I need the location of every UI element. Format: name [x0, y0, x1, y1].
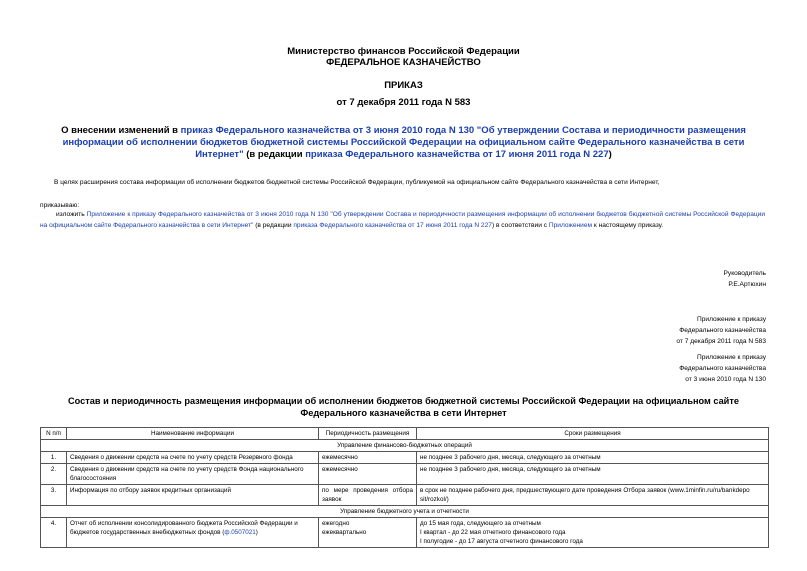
- appendix-line: от 7 декабря 2011 года N 583: [676, 337, 766, 345]
- cell-period: [319, 518, 417, 548]
- clause-link-appendix-new[interactable]: Приложением: [548, 221, 593, 229]
- appendix-note-583: [676, 315, 766, 347]
- header-term: Сроки размещения: [417, 428, 769, 440]
- clause-link-appendix[interactable]: Приложение к приказу Федерального казначейства от 3 июня 2010 года N 130 "Об утверждении Состава и периодичности размещения информации об исполнении бюджетов бюджетной системы Российской Федерации на официальном сайте Федерального казначейства в сети Интернет": [40, 211, 765, 229]
- cell-number: 2.: [41, 464, 67, 485]
- clause-text: изложить: [56, 211, 87, 218]
- section-row: [41, 440, 769, 452]
- appendix-line: Приложение к приказу: [696, 316, 766, 323]
- doc-date: от 7 декабря 2011 года N 583: [336, 97, 471, 108]
- table-row: [41, 518, 769, 548]
- header-name: Наименование информации: [67, 428, 319, 440]
- header-period: Периодичность размещения: [319, 428, 417, 440]
- table-row: [41, 485, 769, 506]
- title-text: (в редакции: [243, 149, 306, 160]
- order-word: приказываю:: [40, 202, 80, 209]
- signer-role: Руководитель: [723, 270, 766, 277]
- cell-term: в срок не позднее рабочего дня, предшествующего дате проведения Отбора заявок (www.1minfin.ru/ru/bankdepo sit/rozkol/): [417, 485, 769, 506]
- section-accounting: Управление бюджетного учета и отчетности: [41, 506, 769, 518]
- doc-type: ПРИКАЗ: [384, 80, 423, 91]
- section-finance-ops: Управление финансово-бюджетных операций: [41, 440, 769, 452]
- table-title: Состав и периодичность размещения информации об исполнении бюджетов бюджетной системы Российской Федерации на официальном сайте Федерального казначейства в сети Интернет: [68, 396, 739, 418]
- cell-name-text: ): [255, 529, 258, 536]
- cell-number: 1.: [41, 452, 67, 464]
- title-link-order-130[interactable]: приказ Федерального казначейства от 3 июня 2010 года N 130 "Об утверждении Состава и периодичности размещения информации об исполнении бюджетов бюджетной системы Российской Федерации на официальном сайте Федерального казначейства в сети Интернет": [62, 125, 746, 160]
- section-row: [41, 506, 769, 518]
- cell-name-text: бюджетов государственных внебюджетных фондов (: [70, 529, 225, 536]
- order-clause: [40, 210, 765, 231]
- header-number: N п/п: [41, 428, 67, 440]
- cell-period-line: ежеквартально: [322, 529, 367, 536]
- cell-number: 3.: [41, 485, 67, 506]
- table-row: [41, 464, 769, 485]
- intro-paragraph: В целях расширения состава информации об исполнении бюджетов бюджетной системы Российской Федерации, публикуемой на официальном сайте Федерального казначейства в сети Интернет,: [54, 179, 660, 186]
- clause-text: (в редакции: [253, 221, 294, 229]
- cell-name: Информация по отбору заявок кредитных организаций: [67, 485, 319, 506]
- clause-text: ) в соответствии с: [491, 221, 549, 229]
- cell-period: по мере проведения отбора заявок: [319, 485, 417, 506]
- cell-term-line: I квартал - до 22 мая отчетного финансового года: [420, 529, 566, 536]
- signer-name: Р.Е.Артюхин: [728, 280, 766, 288]
- cell-number: 4.: [41, 518, 67, 548]
- cell-name: Сведения о движении средств на счете по учету средств Фонда национального благосостояния: [67, 464, 319, 485]
- title-link-order-227[interactable]: приказа Федерального казначейства от 17 июня 2011 года N 227: [305, 149, 609, 160]
- cell-period: ежемесячно: [319, 464, 417, 485]
- appendix-line: Федерального казначейства: [679, 326, 766, 334]
- cell-term-line: до 15 мая года, следующего за отчетным: [420, 520, 541, 527]
- appendix-line: Приложение к приказу: [696, 354, 766, 361]
- document-title: [40, 125, 767, 161]
- table-row: [41, 452, 769, 464]
- cell-term: не позднее 3 рабочего дня, месяца, следующего за отчетным: [417, 464, 769, 485]
- signature-block: [724, 269, 766, 290]
- cell-name-line: Отчет об исполнении консолидированного бюджета Российской Федерации и: [70, 520, 298, 527]
- cell-term: [417, 518, 769, 548]
- cell-name: Сведения о движении средств на счете по учету средств Резервного фонда: [67, 452, 319, 464]
- title-text: ): [608, 149, 612, 160]
- treasury-name: ФЕДЕРАЛЬНОЕ КАЗНАЧЕЙСТВО: [326, 57, 481, 68]
- clause-text: к настоящему приказу.: [592, 221, 664, 229]
- cell-term: не позднее 3 рабочего дня, месяца, следующего за отчетным: [417, 452, 769, 464]
- table-header-row: [41, 428, 769, 440]
- title-text: О внесении изменений в: [61, 125, 181, 136]
- ministry-name: Министерство финансов Российской Федерации: [287, 46, 520, 57]
- cell-term-line: I полугодие - до 17 августа отчетного финансового года: [420, 538, 583, 545]
- info-table: [40, 427, 769, 548]
- cell-name-line: [70, 528, 315, 537]
- form-link-0507021[interactable]: ф.0507021: [224, 529, 256, 536]
- appendix-line: Федерального казначейства: [679, 364, 766, 372]
- appendix-line: от 3 июня 2010 года N 130: [685, 375, 766, 383]
- clause-link-order-227[interactable]: приказа Федерального казначейства от 17 июня 2011 года N 227: [293, 221, 492, 229]
- appendix-note-130: [679, 353, 766, 385]
- cell-period: ежемесячно: [319, 452, 417, 464]
- cell-period-line: ежегодно: [322, 520, 350, 527]
- cell-name: [67, 518, 319, 548]
